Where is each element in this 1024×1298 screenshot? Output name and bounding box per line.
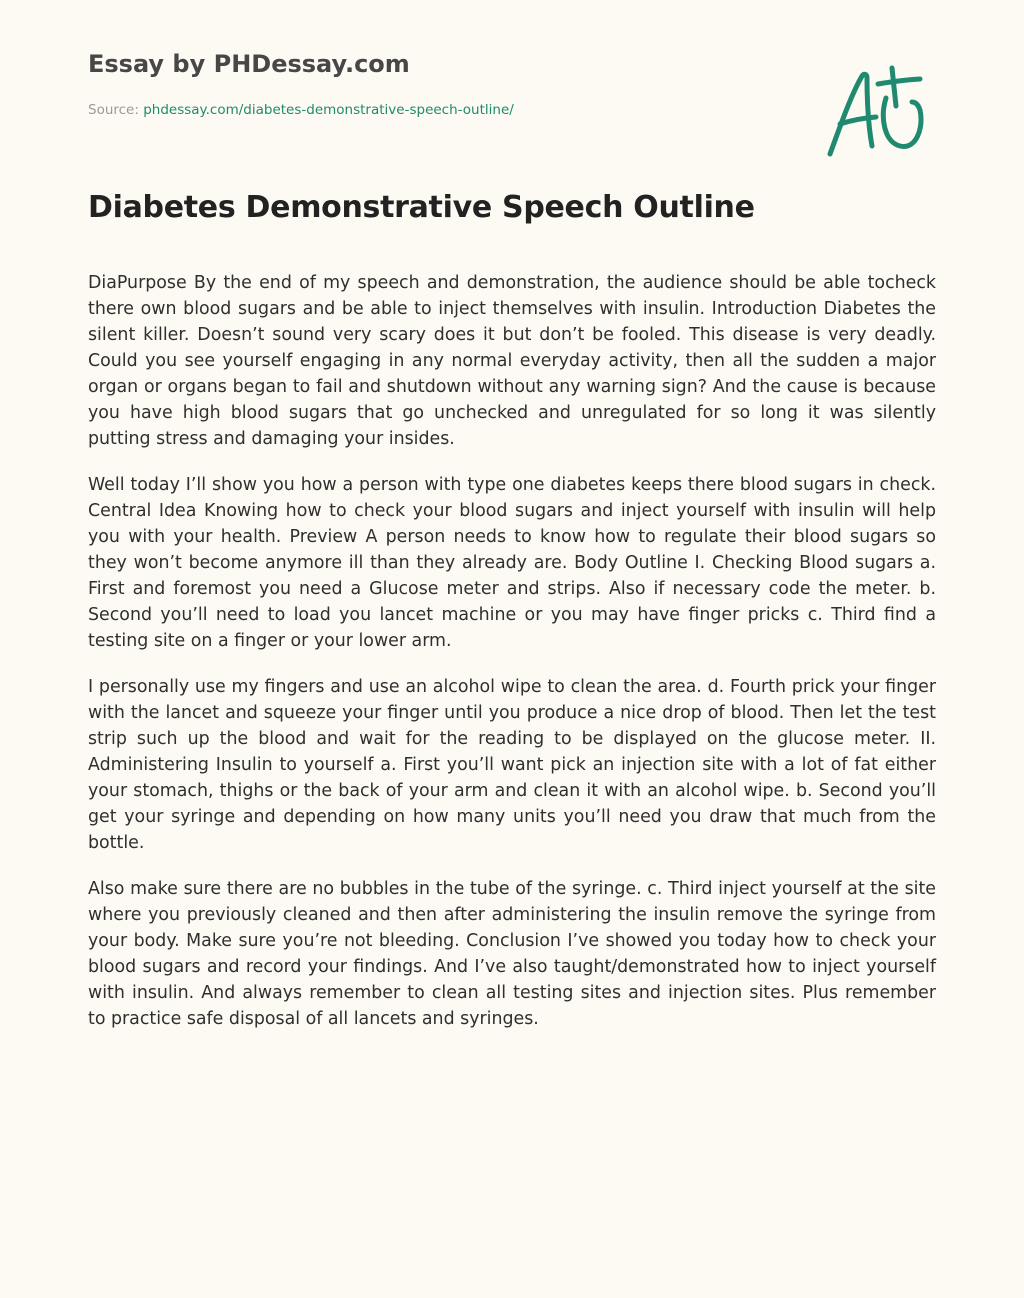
- essay-title: Diabetes Demonstrative Speech Outline: [88, 190, 755, 225]
- essay-paragraph: DiaPurpose By the end of my speech and demonstration, the audience should be able tocheck there own blood sugars and be able to inject themselves with insulin. Introduction Diabetes the silent killer. Doesn’t sound very scary does it but don’t be fooled. This disease is very deadly. Could you see yourself engaging in any normal everyday activity, then all the sudden a major organ or organs began to fail and shutdown without any warning sign? And the cause is because you have high blood sugars that go unchecked and unregulated for so long it was silently putting stress and damaging your insides.: [88, 273, 936, 449]
- site-brand: Essay by PHDessay.com: [88, 50, 410, 78]
- essay-paragraph: I personally use my fingers and use an alcohol wipe to clean the area. d. Fourth prick your finger with the lancet and squeeze your finger until you produce a nice drop of blood. Then let the test strip such up the blood and wait for the reading to be displayed on the glucose meter. II. Administering Insulin to yourself a. First you’ll want pick an injection site with a lot of fat either your stomach, thighs or the back of your arm and clean it with an alcohol wipe. b. Second you’ll get your syringe and depending on how many units you’ll need you draw that much from the bottle.: [88, 677, 936, 853]
- essay-paragraph: Also make sure there are no bubbles in the tube of the syringe. c. Third inject yourself at the site where you previously cleaned and then after administering the insulin remove the syringe from your body. Make sure you’re not bleeding. Conclusion I’ve showed you today how to check your blood sugars and record your findings. And I’ve also taught/demonstrated how to inject yourself with insulin. And always remember to clean all testing sites and injection sites. Plus remember to practice safe disposal of all lancets and syringes.: [88, 879, 936, 1029]
- a-plus-logo-icon: [820, 62, 930, 162]
- source-label: Source:: [88, 102, 144, 118]
- source-line: [88, 102, 514, 118]
- essay-paragraph: Well today I’ll show you how a person with type one diabetes keeps there blood sugars in check. Central Idea Knowing how to check your blood sugars and inject yourself with insulin will help you with your health. Preview A person needs to know how to regulate their blood sugars so they won’t become anymore ill than they already are. Body Outline I. Checking Blood sugars a. First and foremost you need a Glucose meter and strips. Also if necessary code the meter. b. Second you’ll need to load you lancet machine or you may have finger pricks c. Third find a testing site on a finger or your lower arm.: [88, 475, 936, 651]
- source-link[interactable]: phdessay.com/diabetes-demonstrative-speech-outline/: [143, 102, 514, 118]
- essay-body: [88, 270, 936, 1052]
